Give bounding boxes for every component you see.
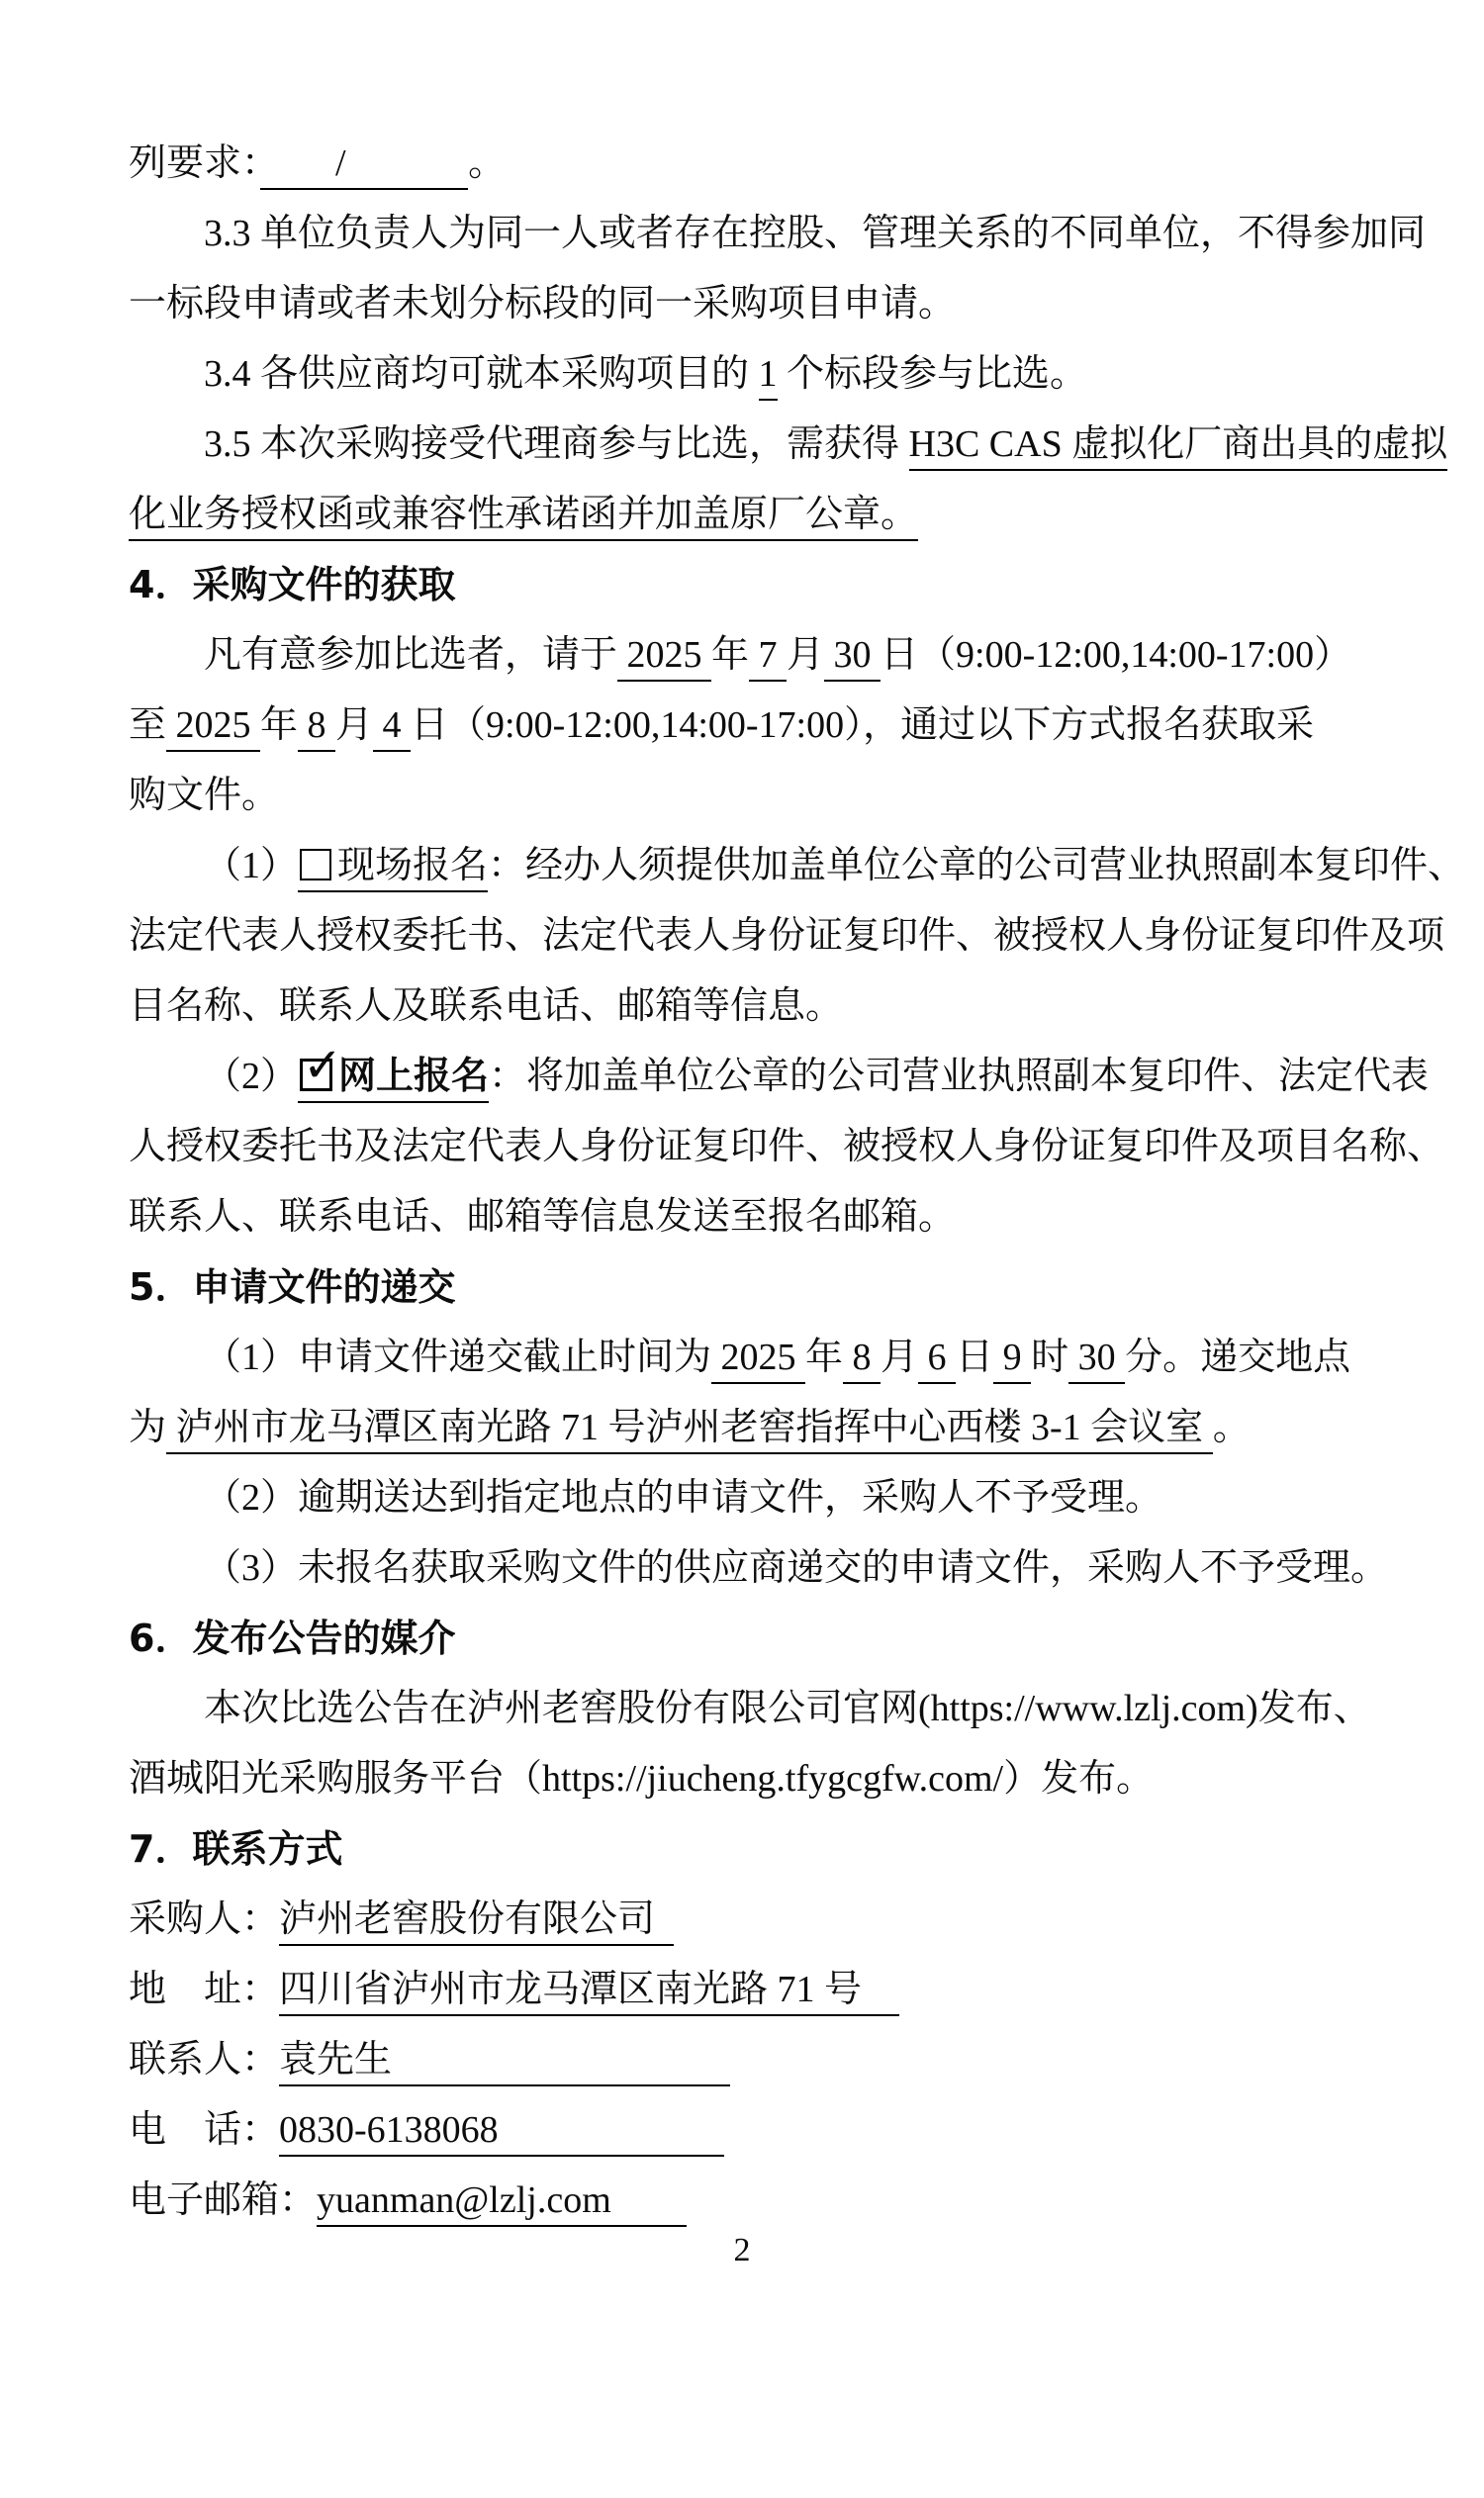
blank-fill-line	[129, 129, 1415, 199]
text-run: 为	[129, 1407, 167, 1448]
end-month-value: 8	[298, 704, 335, 752]
text-run: 本次比选公告在泸州老窖股份有限公司官网(https://www.lzlj.com)发布、	[204, 1688, 1371, 1729]
deadline-hour-value: 9	[993, 1337, 1031, 1384]
lot-count-value: 1	[759, 353, 778, 401]
start-year-value: 2025	[617, 634, 711, 682]
purchaser-value: 泸州老窖股份有限公司	[279, 1898, 674, 1946]
section-5-line-4	[129, 1533, 1415, 1604]
start-month-value: 7	[749, 634, 787, 682]
text-run: H3C CAS 虚拟化厂商出具的虚拟	[909, 423, 1448, 471]
text-run: （1）	[204, 845, 299, 886]
text-run: 个标段参与比选。	[777, 353, 1088, 395]
text-run: 酒城阳光采购服务平台（https://jiucheng.tfygcgfw.com/）发布。	[129, 1758, 1155, 1800]
text-run: 采购人：	[129, 1898, 280, 1940]
section-5-line-1	[129, 1323, 1415, 1393]
phone-value: 0830-6138068	[279, 2109, 724, 2157]
start-day-value: 30	[824, 634, 881, 682]
email-value: yuanman@lzlj.com	[317, 2179, 687, 2227]
submission-address-value: 泸州市龙马潭区南光路 71 号泸州老窖指挥中心西楼 3-1 会议室	[166, 1407, 1213, 1454]
section-6-line-1	[129, 1674, 1415, 1744]
deadline-month-value: 8	[843, 1337, 881, 1384]
contact-email-line	[129, 2166, 1415, 2236]
address-value: 四川省泸州市龙马潭区南光路 71 号	[279, 1969, 899, 2016]
text-run: 4．采购文件的获取	[129, 563, 456, 606]
text-run: 分。递交地点	[1125, 1337, 1351, 1378]
text-run: 一标段申请或者未划分标段的同一采购项目申请。	[129, 283, 957, 324]
online-registration-label: 网上报名	[338, 1056, 489, 1103]
online-registration-line-2	[129, 1112, 1445, 1182]
text-run: 法定代表人授权委托书、法定代表人身份证复印件、被授权人身份证复印件及项	[129, 915, 1445, 957]
text-run: 7．联系方式	[129, 1827, 343, 1871]
text-run: ：将加盖单位公章的公司营业执照副本复印件、法定代表	[489, 1056, 1430, 1097]
contact-person-value: 袁先生	[279, 2039, 730, 2086]
text-run: （2）	[204, 1056, 299, 1097]
text-run: 时	[1031, 1337, 1069, 1378]
onsite-registration-line-2	[129, 901, 1445, 971]
section-5-heading	[129, 1252, 1415, 1323]
text-run: 地 址：	[129, 1969, 280, 2010]
clause-3-3-line-2	[129, 269, 1415, 339]
text-run: 年	[711, 634, 750, 676]
online-registration-line-1	[129, 1038, 1430, 1112]
text-run: 日（9:00-12:00,14:00-17:00），通过以下方式报名获取采	[411, 704, 1315, 746]
text-run: 日（9:00-12:00,14:00-17:00）	[881, 634, 1352, 676]
contact-phone-line	[129, 2095, 1415, 2166]
text-run: 联系人、联系电话、邮箱等信息发送至报名邮箱。	[129, 1196, 957, 1238]
section-4-line-3	[129, 761, 1415, 831]
contact-address-line	[129, 1955, 1415, 2025]
text-run: 3.5 本次采购接受代理商参与比选，需获得	[204, 423, 909, 465]
text-run: 购文件。	[129, 775, 280, 816]
text-run: 3.4 各供应商均可就本采购项目的	[204, 353, 759, 395]
text-run: （1）申请文件递交截止时间为	[204, 1337, 712, 1378]
text-run: 月	[335, 704, 374, 746]
onsite-registration-line-1	[129, 831, 1466, 901]
clause-3-3-line-1	[129, 199, 1427, 269]
text-run: 5．申请文件的递交	[129, 1265, 456, 1309]
clause-3-5-line-2	[129, 480, 1415, 550]
text-run: 电子邮箱：	[129, 2179, 318, 2221]
text-run: ：经办人须提供加盖单位公章的公司营业执照副本复印件、	[488, 845, 1466, 886]
page-number: 2	[733, 2232, 751, 2268]
text-run: 至	[129, 704, 167, 746]
text-run: 月	[881, 1337, 919, 1378]
contact-person-line	[129, 2025, 1415, 2095]
text-run: 电 话：	[129, 2109, 280, 2151]
text-run: 凡有意参加比选者，请于	[204, 634, 618, 676]
text-run: （3）未报名获取采购文件的供应商递交的申请文件，采购人不予受理。	[204, 1547, 1389, 1589]
text-run: 年	[260, 704, 299, 746]
deadline-day-value: 6	[918, 1337, 956, 1384]
deadline-minute-value: 30	[1068, 1337, 1125, 1384]
section-4-line-2	[129, 691, 1415, 761]
end-day-value: 4	[373, 704, 411, 752]
text-run: 。	[1212, 1407, 1251, 1448]
text-run: 联系人：	[129, 2039, 280, 2081]
clause-3-5-line-1	[129, 410, 1448, 480]
checkbox-checked-icon	[300, 1038, 343, 1093]
text-run: 年	[805, 1337, 844, 1378]
checkbox-checked	[298, 1038, 343, 1103]
checkbox-unchecked	[298, 845, 337, 892]
text-run: 3.3 单位负责人为同一人或者存在控股、管理关系的不同单位，不得参加同	[204, 213, 1427, 254]
text-run: 日	[956, 1337, 994, 1378]
section-5-line-3	[129, 1463, 1415, 1533]
checkbox-unchecked-icon	[300, 849, 331, 880]
contact-purchaser-line	[129, 1885, 1415, 1955]
end-year-value: 2025	[166, 704, 260, 752]
text-run: 月	[787, 634, 825, 676]
text-run: 。	[468, 142, 507, 184]
section-5-line-2	[129, 1393, 1415, 1463]
text-run: 人授权委托书及法定代表人身份证复印件、被授权人身份证复印件及项目名称、	[129, 1126, 1445, 1167]
check-mark-icon: ✓	[303, 1038, 343, 1093]
section-7-heading	[129, 1814, 1415, 1885]
text-run: 列要求：	[129, 142, 261, 184]
text-run: （2）逾期送达到指定地点的申请文件，采购人不予受理。	[204, 1477, 1163, 1519]
blank-underline: /	[260, 142, 468, 190]
onsite-registration-line-3	[129, 971, 1415, 1042]
text-run: 化业务授权函或兼容性承诺函并加盖原厂公章。	[129, 494, 918, 541]
clause-3-4-line	[129, 339, 1415, 410]
text-run: 目名称、联系人及联系电话、邮箱等信息。	[129, 985, 844, 1027]
deadline-year-value: 2025	[711, 1337, 805, 1384]
text-run: 6．发布公告的媒介	[129, 1617, 456, 1660]
section-6-heading	[129, 1604, 1415, 1674]
section-4-line-1	[129, 620, 1415, 691]
onsite-registration-label: 现场报名	[337, 845, 488, 892]
online-registration-line-3	[129, 1182, 1415, 1252]
section-4-heading	[129, 550, 1415, 620]
section-6-line-2	[129, 1744, 1415, 1814]
document-body	[129, 129, 1466, 2236]
